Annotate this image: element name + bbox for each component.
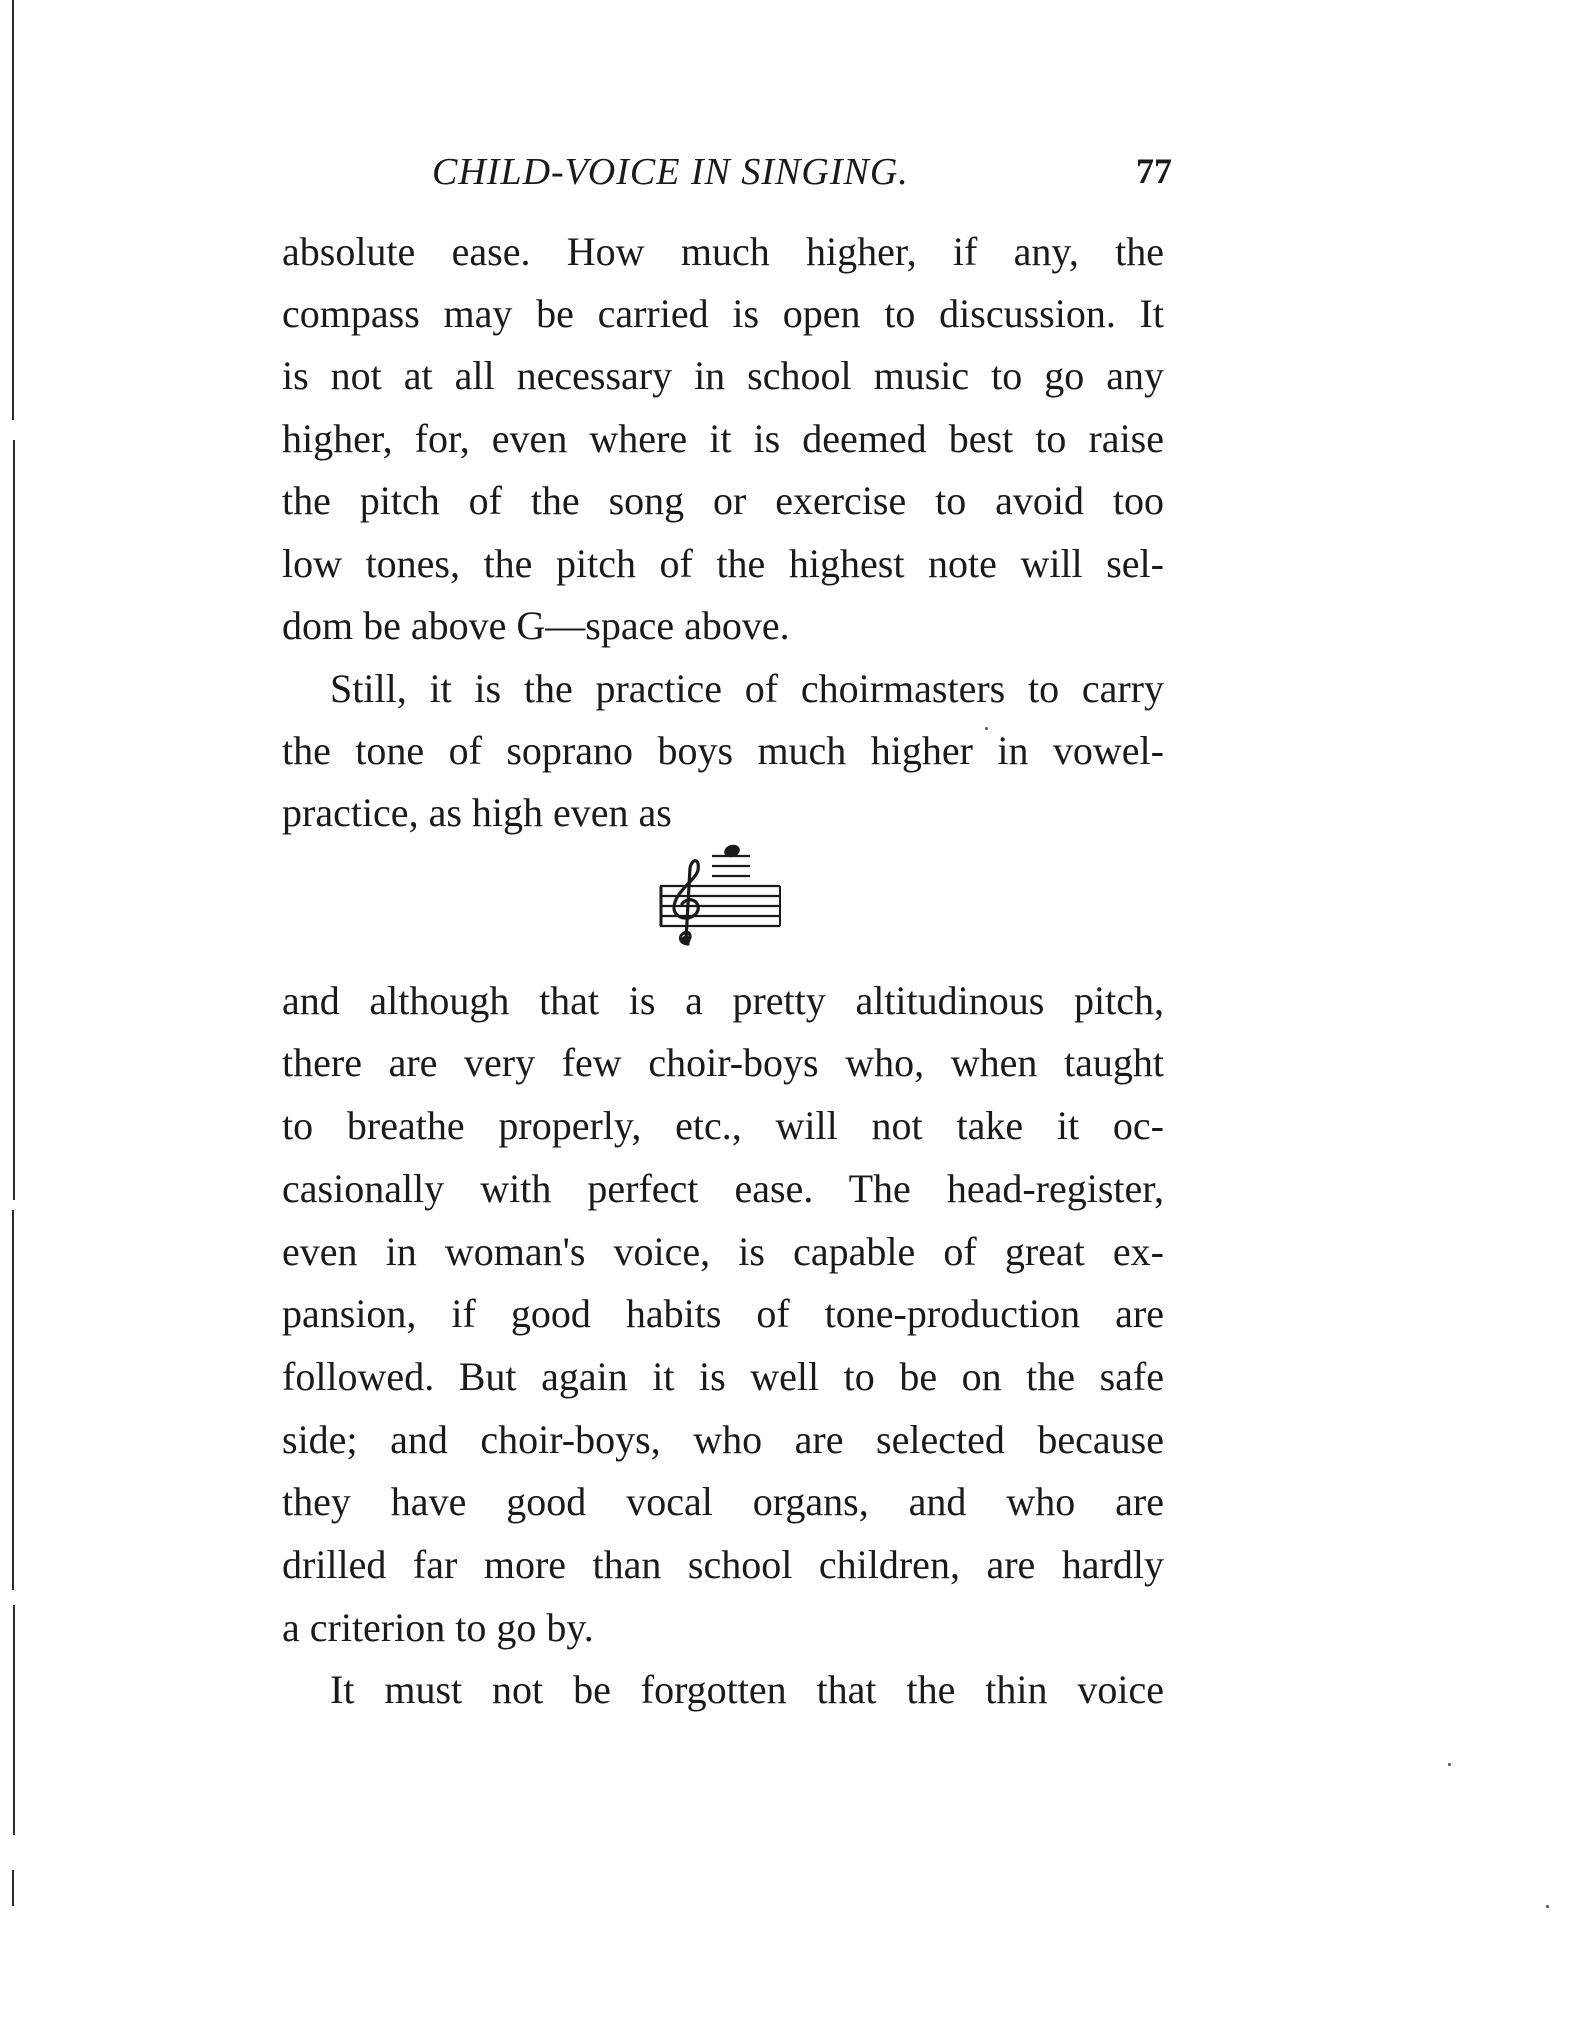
treble-clef-high-note-icon	[650, 840, 790, 960]
text-line: and although that is a pretty altitudinous pitch,	[282, 978, 1164, 1023]
text-line: they have good vocal organs, and who are	[282, 1479, 1164, 1524]
text-line: higher, for, even where it is deemed best to raise	[282, 416, 1164, 461]
text-line: absolute ease. How much higher, if any, the	[282, 229, 1164, 274]
text-line: a criterion to go by.	[282, 1605, 594, 1650]
text-line: there are very few choir-boys who, when taught	[282, 1040, 1164, 1085]
text-line: Still, it is the practice of choirmasters to carry	[330, 666, 1164, 711]
text-line: compass may be carried is open to discussion. It	[282, 291, 1164, 336]
running-title: CHILD-VOICE IN SINGING.	[432, 151, 909, 193]
scan-speck	[1448, 1763, 1451, 1766]
text-line: casionally with perfect ease. The head-register,	[282, 1166, 1164, 1211]
text-line: side; and choir-boys, who are selected because	[282, 1417, 1164, 1462]
text-line: even in woman's voice, is capable of great ex-	[282, 1229, 1164, 1274]
text-line: practice, as high even as	[282, 790, 672, 835]
text-line: pansion, if good habits of tone-production are	[282, 1291, 1164, 1336]
page-number: 77	[1136, 151, 1172, 191]
text-line: It must not be forgotten that the thin voice	[330, 1667, 1164, 1712]
scan-gutter-line	[13, 440, 15, 1200]
scan-speck	[1546, 1905, 1549, 1908]
text-line: drilled far more than school children, are hardly	[282, 1542, 1164, 1587]
scan-gutter-line	[12, 1210, 14, 1590]
scan-gutter-line	[12, 0, 14, 420]
text-line: to breathe properly, etc., will not take it oc-	[282, 1103, 1164, 1148]
text-line: low tones, the pitch of the highest note will sel-	[282, 541, 1164, 586]
text-line: the tone of soprano boys much higher in vowel-	[282, 728, 1164, 773]
text-line: dom be above G—space above.	[282, 603, 790, 648]
text-line: the pitch of the song or exercise to avoid too	[282, 478, 1164, 523]
text-line: is not at all necessary in school music to go any	[282, 353, 1164, 398]
scan-gutter-line	[12, 1870, 14, 1906]
running-head	[282, 150, 1172, 200]
scan-gutter-line	[13, 1605, 15, 1835]
text-line: followed. But again it is well to be on the safe	[282, 1354, 1164, 1399]
